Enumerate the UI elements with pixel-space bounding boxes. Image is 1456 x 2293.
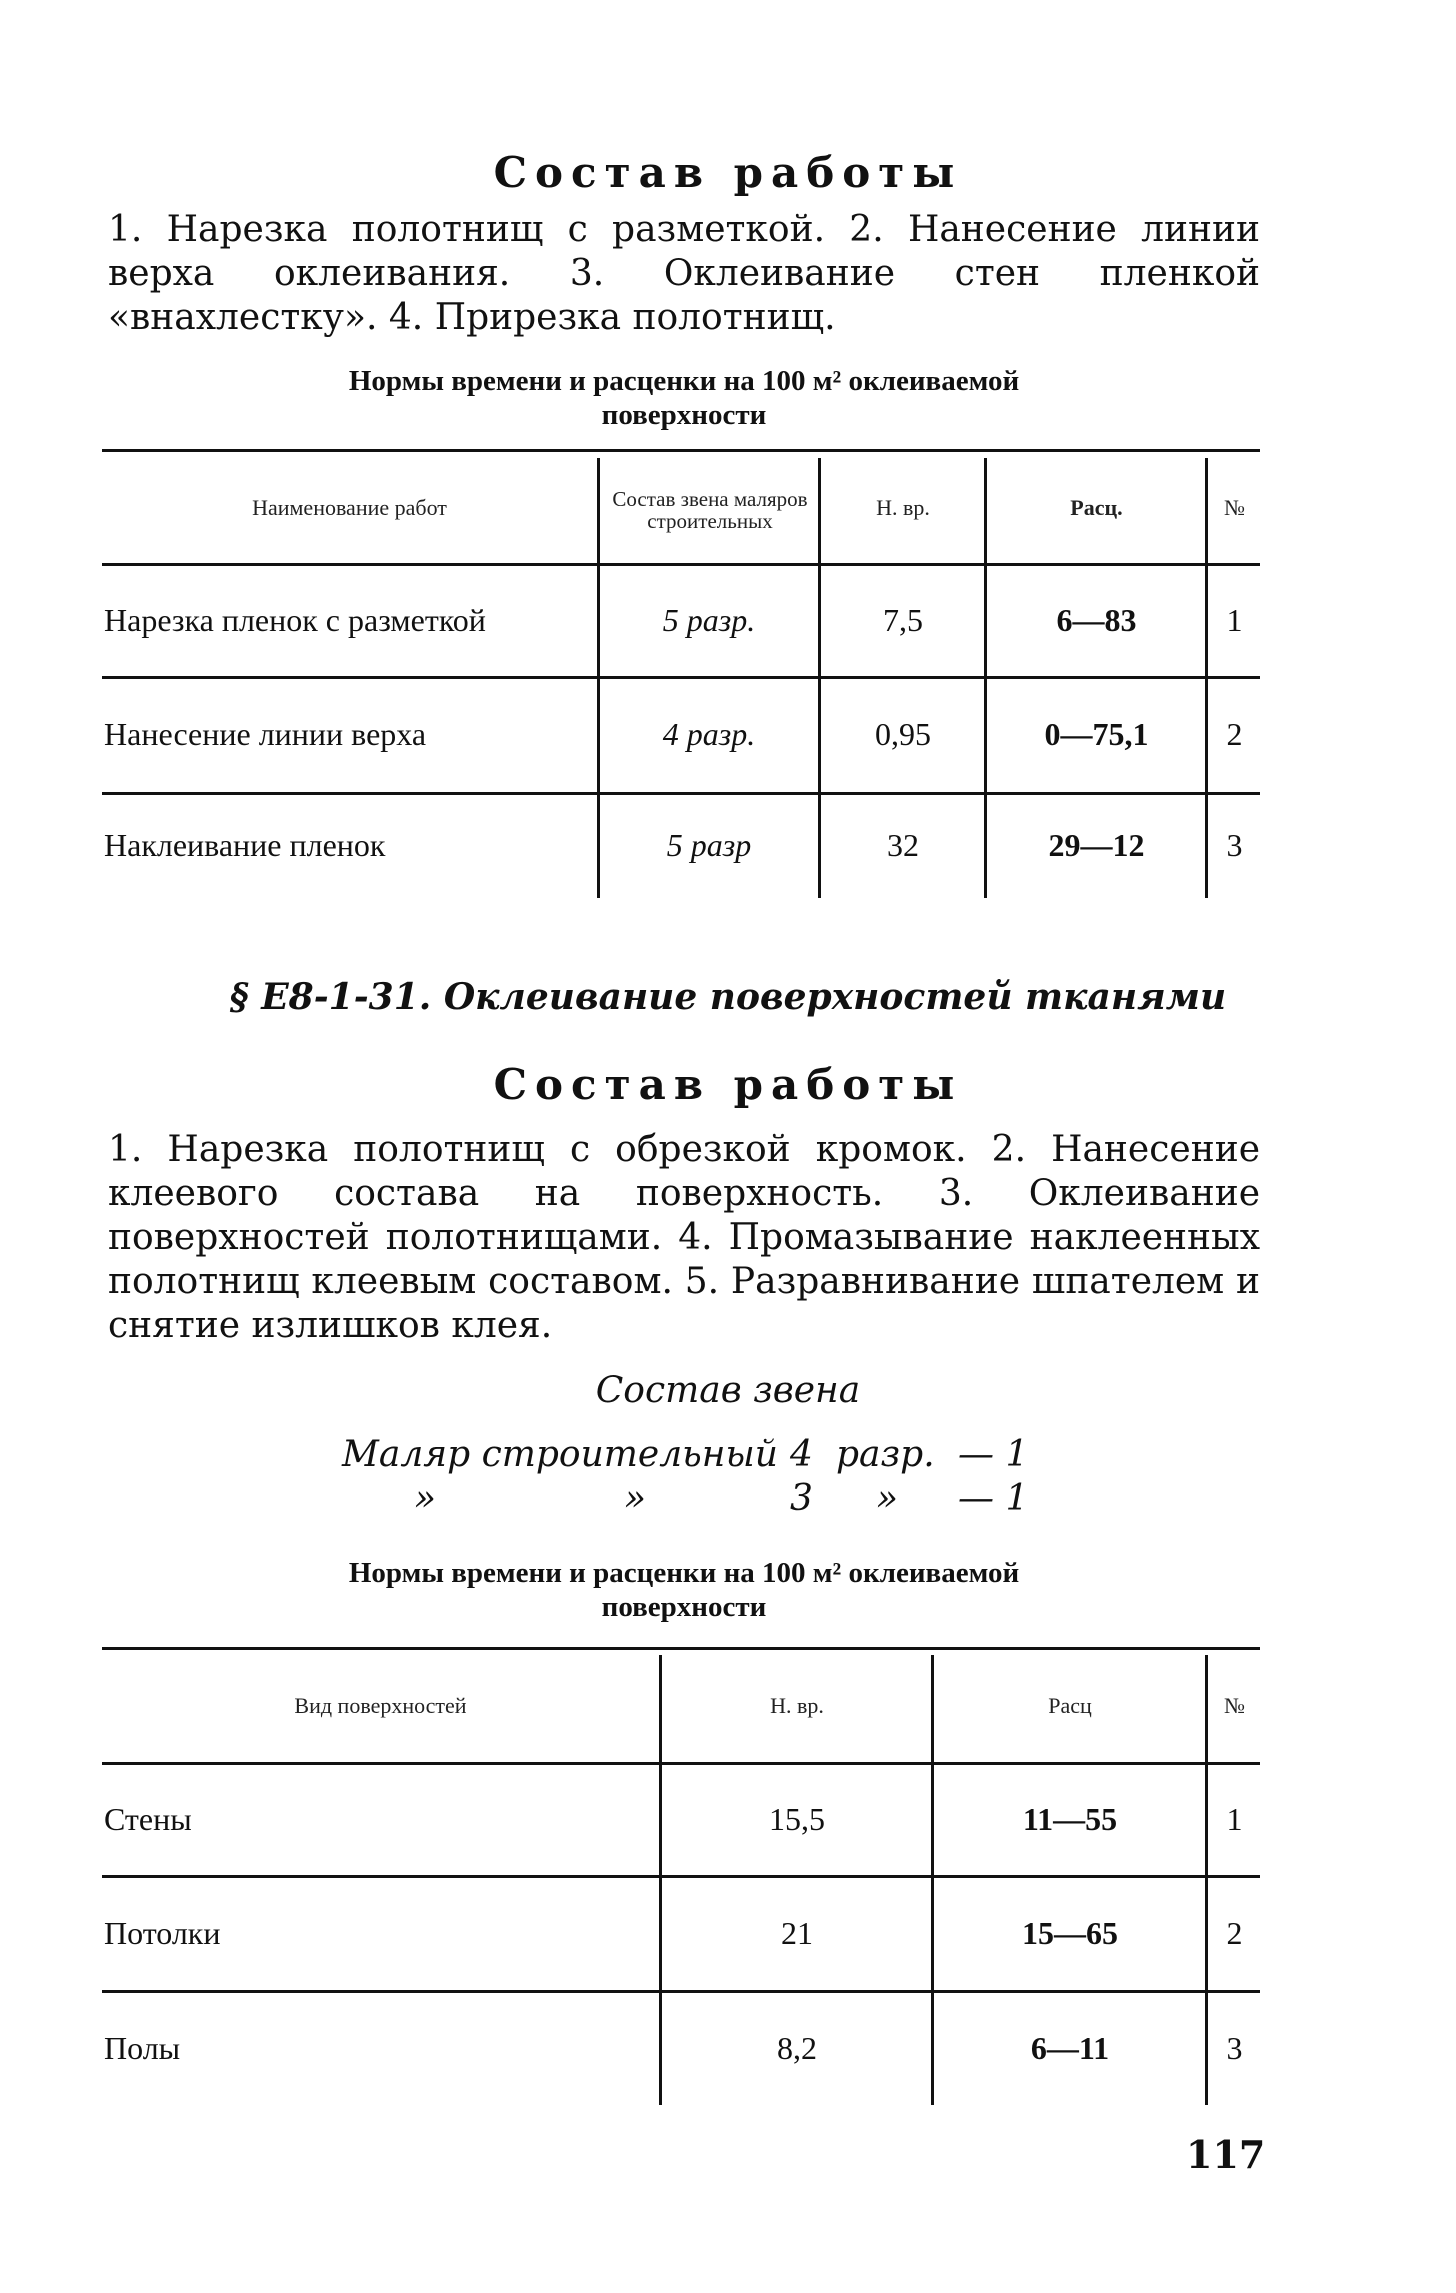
table2-row1-type: Стены (104, 1800, 192, 1837)
crew-line1-unit: разр. (836, 1434, 935, 1475)
table1-row2-rate: 0—75,1 (1044, 715, 1149, 752)
section2-caption-line2: поверхности (601, 1591, 767, 1623)
table1-row3-rate: 29—12 (1048, 826, 1145, 863)
section2-heading: Состав работы (493, 1060, 963, 1109)
crew-line2-grade: 3 (790, 1478, 813, 1519)
crew-line2-unit: » (876, 1478, 899, 1519)
table1-row1-no: 1 (1226, 601, 1243, 638)
table2-row3-time: 8,2 (777, 2029, 817, 2066)
table1-row3-no: 3 (1226, 826, 1243, 863)
crew-line1-role: Маляр строительный (342, 1434, 778, 1475)
table2-row3-rate: 6—11 (1030, 2029, 1110, 2066)
table1-col-rule (984, 458, 987, 898)
table1-header-no: № (1224, 494, 1245, 520)
table2-header-time: Н. вр. (770, 1693, 824, 1718)
table2-row2-time: 21 (781, 1914, 813, 1951)
table2-header-type: Вид поверхностей (294, 1693, 467, 1718)
table2-header-rate: Расц (1048, 1693, 1092, 1718)
table1-row3-crew: 5 разр (666, 826, 752, 863)
table2-col-rule (931, 1655, 934, 2105)
table2-col-rule (659, 1655, 662, 2105)
table1-row2-name: Нанесение линии верха (104, 715, 427, 752)
section2-caption-line1: Нормы времени и расценки на 100 м² оклеиваемой (348, 1557, 1020, 1589)
table1-row1-rate: 6—83 (1056, 601, 1137, 638)
table1-header-name: Наименование работ (252, 494, 447, 520)
section1-caption-line2: поверхности (601, 399, 767, 431)
crew-line1-count: — 1 (958, 1434, 1029, 1475)
table2-row1-no: 1 (1226, 1800, 1243, 1837)
section1-paragraph: 1. Нарезка полотнищ с разметкой. 2. Нанесение линии верха оклеивания. 3. Оклеивание стен пленкой «внахлестку». 4. Прирезка полотнищ. (108, 209, 1260, 338)
section2-title: § Е8-1-31. Оклеивание поверхностей тканями (229, 976, 1227, 1018)
table1-row1-crew: 5 разр. (662, 601, 756, 638)
table2-row2-type: Потолки (104, 1914, 221, 1951)
table2-row2-no: 2 (1226, 1914, 1243, 1951)
section2-paragraph: 1. Нарезка полотнищ с обрезкой кромок. 2. Нанесение клеевого состава на поверхность. 3. Оклеивание поверхностей полотнищами. 4. Промазывание наклеенных полотнищ клеевым составом. 5. Разравнивание шпателем и снятие излишков клея. (108, 1129, 1260, 1346)
table1-header-rate: Расц. (1070, 494, 1123, 520)
crew-line2-count: — 1 (958, 1478, 1029, 1519)
table1-col-rule (1205, 458, 1208, 898)
table2-row3-no: 3 (1226, 2029, 1243, 2066)
section1-caption-line1: Нормы времени и расценки на 100 м² оклеиваемой (348, 365, 1020, 397)
table1-row1-time: 7,5 (883, 601, 923, 638)
crew-line2-role: » (414, 1478, 437, 1519)
table1-row2-crew: 4 разр. (662, 715, 756, 752)
table2-row3-type: Полы (104, 2029, 181, 2066)
table1-col-rule (818, 458, 821, 898)
table1-header-crew: Состав звена маляров строительных (612, 487, 808, 533)
crew-line2-mid: » (624, 1478, 647, 1519)
page-number: 117 (1186, 2132, 1266, 2177)
table2-row1-rate: 11—55 (1022, 1800, 1118, 1837)
table1-row2-time: 0,95 (875, 715, 931, 752)
table2-row2-rate: 15—65 (1022, 1914, 1118, 1951)
section1-heading: Состав работы (493, 148, 963, 197)
table1-row1-name: Нарезка пленок с разметкой (104, 601, 486, 638)
table2-col-rule (1205, 1655, 1208, 2105)
table2-top-rule (102, 1647, 1260, 1650)
table1-top-rule (102, 449, 1260, 452)
table1-header-time: Н. вр. (876, 494, 930, 520)
crew-title: Состав звена (595, 1370, 861, 1411)
table1-row3-time: 32 (887, 826, 919, 863)
table2-row1-time: 15,5 (769, 1800, 825, 1837)
table1-row3-name: Наклеивание пленок (104, 826, 386, 863)
crew-line1-grade: 4 (790, 1434, 813, 1475)
table2-header-no: № (1224, 1693, 1245, 1718)
table1-row2-no: 2 (1226, 715, 1243, 752)
